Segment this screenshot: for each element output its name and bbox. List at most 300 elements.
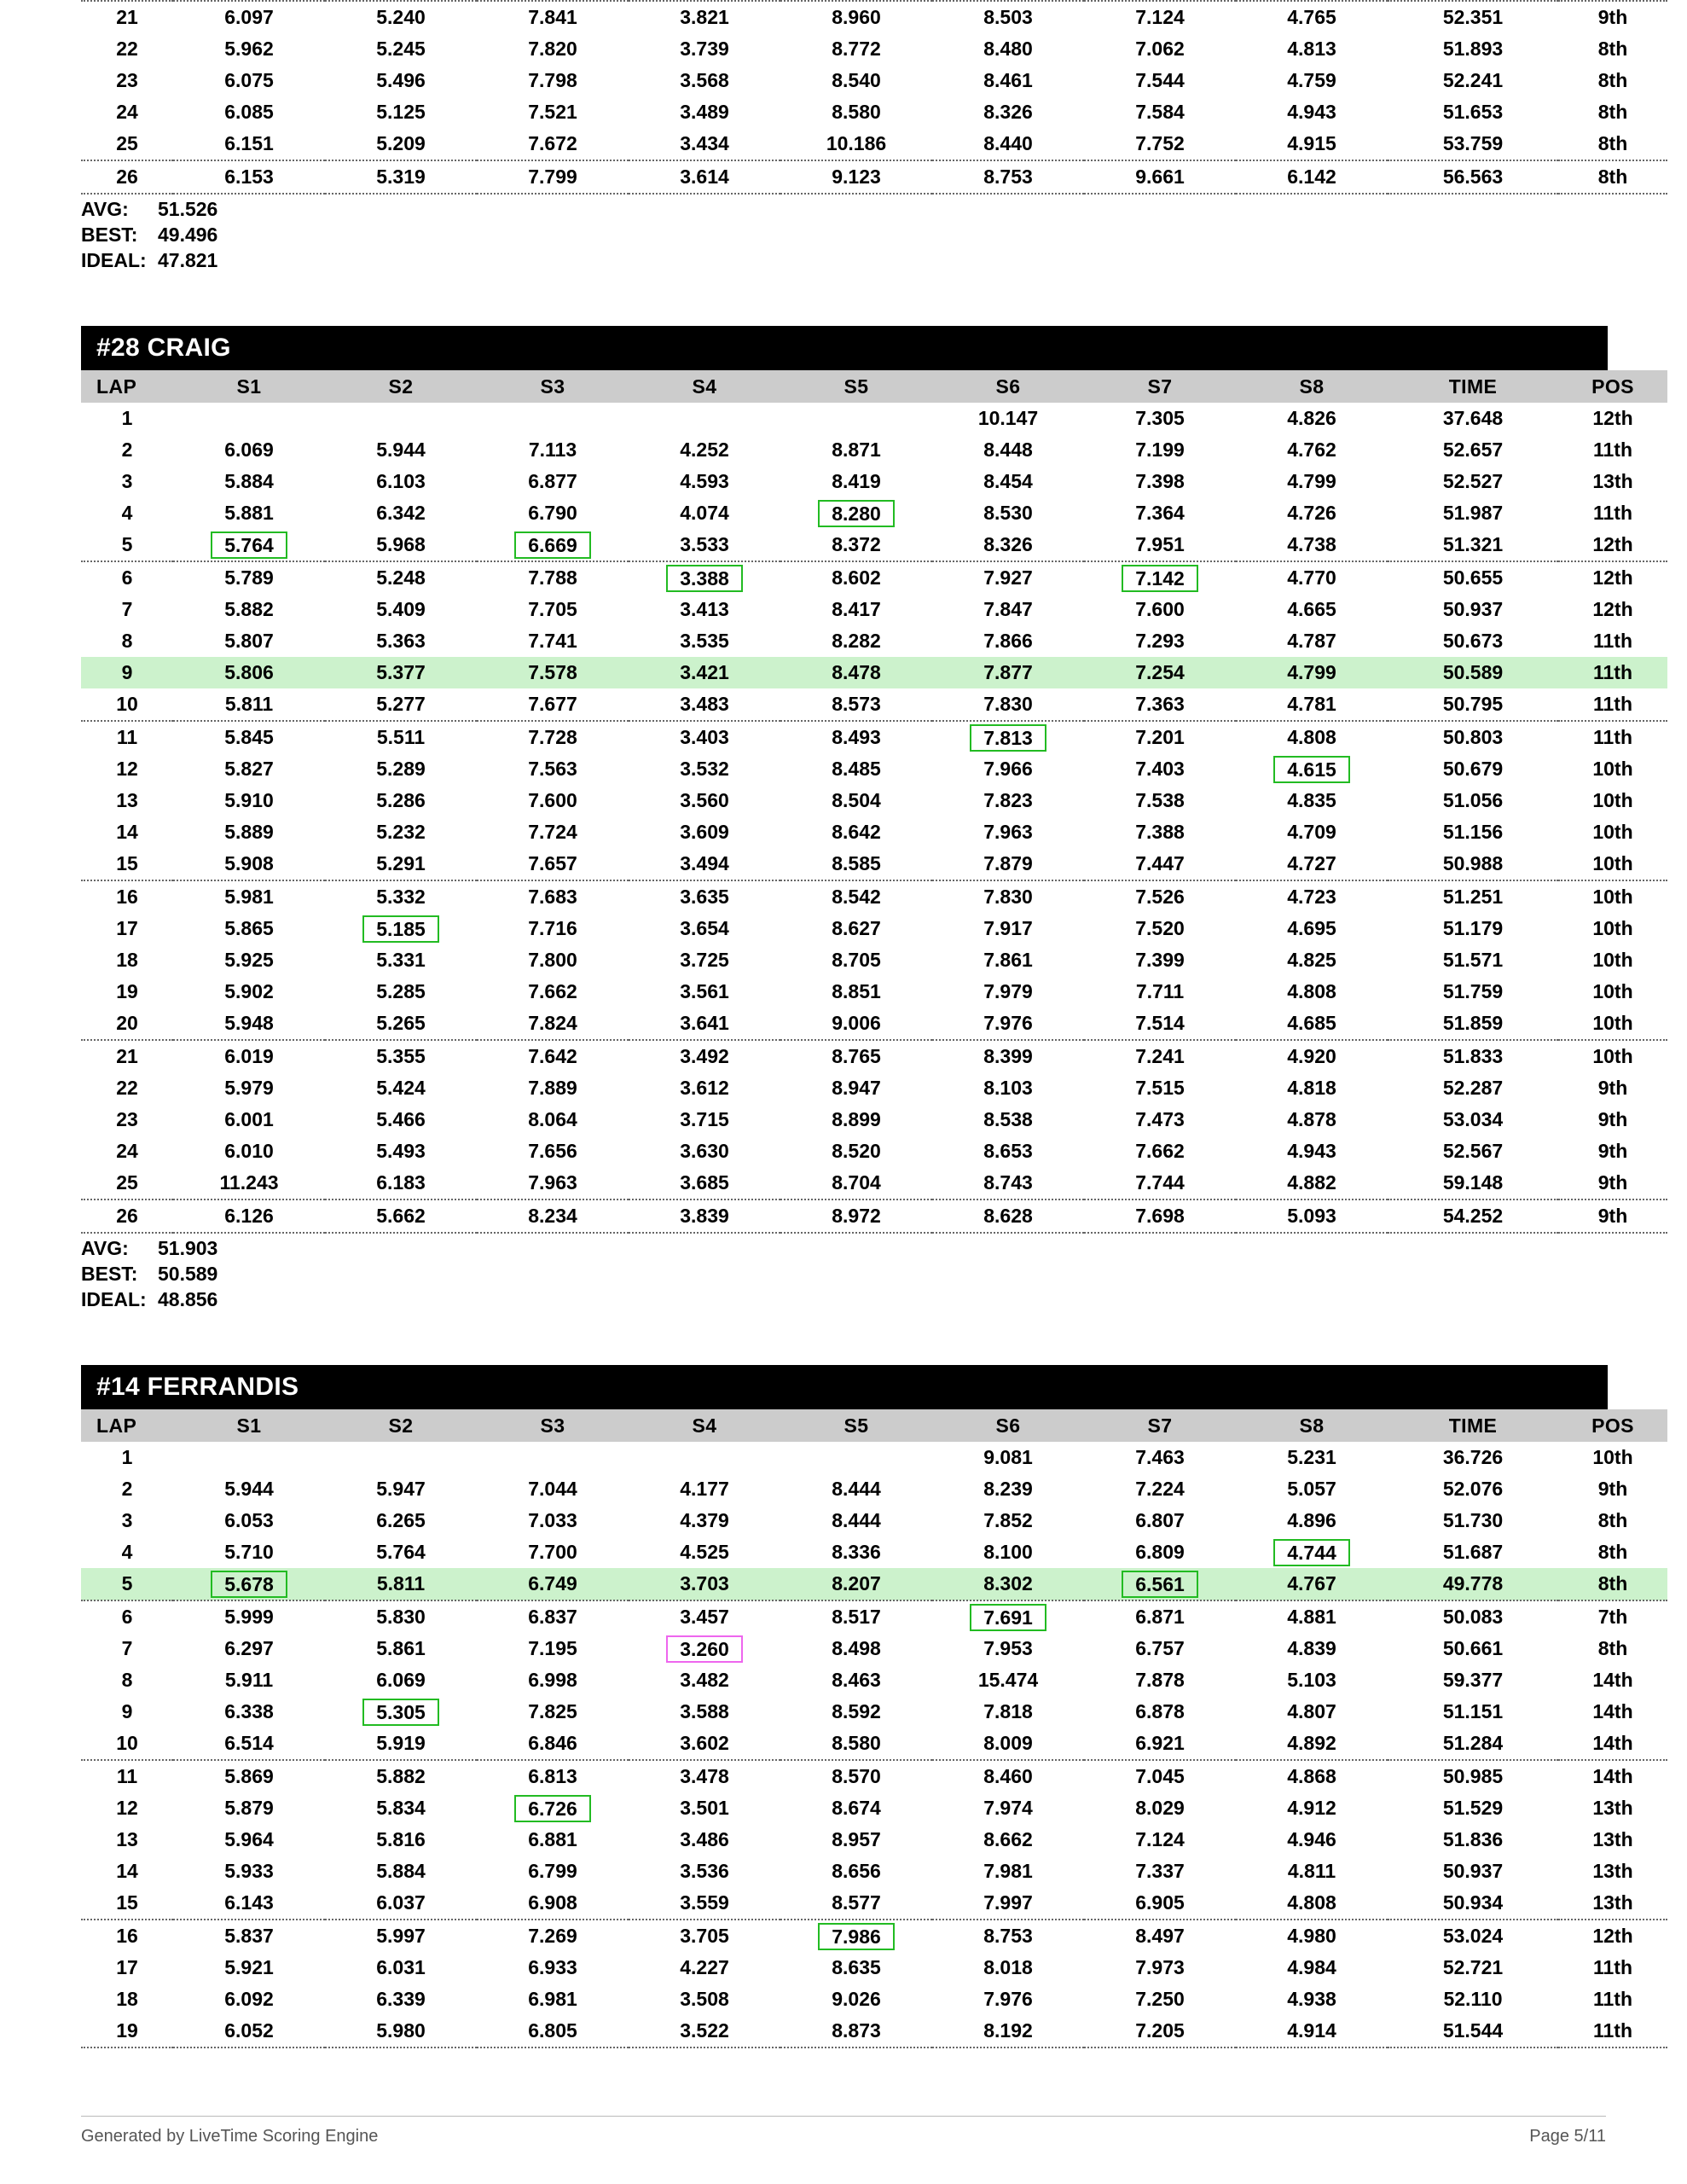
summary-avg-row	[81, 1235, 1606, 1261]
lap-number-cell: 17	[116, 1956, 138, 1978]
sector-s5-cell: 8.705	[832, 949, 881, 971]
sector-s8-cell: 4.762	[1287, 439, 1336, 461]
lap-time-cell: 51.893	[1442, 38, 1504, 60]
lap-time-cell: 52.287	[1442, 1077, 1504, 1099]
sector-s8-cell: 4.808	[1236, 1887, 1388, 1920]
sector-s2-cell: 6.342	[376, 502, 426, 524]
sector-s1-cell: 6.143	[173, 1887, 325, 1920]
position-cell: 9th	[1597, 1140, 1628, 1162]
sector-s5-cell: 8.704	[780, 1167, 932, 1199]
table-row	[81, 1, 1667, 33]
sector-s7-cell: 7.224	[1135, 1478, 1185, 1500]
sector-s7-cell: 8.497	[1135, 1925, 1185, 1947]
column-header-s1: S1	[173, 370, 325, 403]
sector-s2-cell: 5.363	[376, 630, 426, 652]
best-sector-highlight: 6.669	[514, 531, 591, 559]
sector-s5-cell: 9.006	[780, 1008, 932, 1040]
table-row	[81, 913, 1667, 944]
sector-s4-cell: 3.715	[680, 1108, 729, 1130]
lap-number-cell: 20	[81, 1008, 173, 1040]
sector-s1-cell: 5.806	[173, 657, 325, 688]
sector-s5-cell: 8.585	[780, 848, 932, 880]
lap-number-cell: 24	[116, 1140, 138, 1162]
sector-s2-cell: 5.861	[376, 1637, 426, 1659]
sector-s6-cell: 8.743	[932, 1167, 1084, 1199]
lap-number-cell: 14	[116, 821, 138, 843]
column-header-s7: S7	[1084, 370, 1236, 403]
sector-s7-cell: 7.711	[1135, 980, 1185, 1002]
sector-s1-cell: 5.933	[224, 1860, 274, 1882]
sector-s8-cell	[1236, 1536, 1388, 1568]
lap-number-cell: 6	[121, 1606, 133, 1628]
sector-s7-cell: 6.757	[1135, 1637, 1185, 1659]
sector-s6-cell: 7.866	[983, 630, 1033, 652]
sector-s7-cell: 7.473	[1135, 1108, 1185, 1130]
summary-best-label: BEST:	[81, 224, 138, 246]
lap-number-cell: 14	[116, 1860, 138, 1882]
sector-s6-cell: 10.147	[977, 407, 1039, 429]
table-row	[81, 160, 1667, 194]
lap-number-cell: 18	[116, 949, 138, 971]
position-cell: 8th	[1558, 1568, 1667, 1600]
sector-s2-cell: 5.125	[376, 101, 426, 123]
sector-s4-cell: 3.821	[629, 1, 780, 33]
sector-s2-cell: 6.265	[376, 1509, 426, 1531]
sector-s6-cell: 7.966	[983, 758, 1033, 780]
sector-s6-cell: 8.399	[983, 1045, 1033, 1067]
position-cell: 10th	[1592, 1045, 1633, 1067]
sector-s2-cell: 5.816	[376, 1828, 426, 1850]
sector-s4-cell: 3.630	[680, 1140, 729, 1162]
sector-s4-cell: 3.434	[629, 128, 780, 160]
summary-avg-label: AVG:	[81, 1237, 129, 1259]
sector-s7-cell: 7.201	[1135, 726, 1185, 748]
sector-s4-cell: 3.612	[680, 1077, 729, 1099]
sector-s8-cell: 4.767	[1236, 1568, 1388, 1600]
sector-s2-cell: 5.355	[376, 1045, 426, 1067]
position-cell: 10th	[1592, 980, 1633, 1002]
lap-time-cell: 52.657	[1442, 439, 1504, 461]
lap-time-cell: 50.985	[1442, 1765, 1504, 1787]
sector-s1-cell: 6.092	[224, 1988, 274, 2010]
table-row	[81, 1040, 1667, 1072]
sector-s2-cell	[325, 1696, 477, 1728]
sector-s5-cell: 8.635	[832, 1956, 881, 1978]
lap-time-cell: 53.034	[1442, 1108, 1504, 1130]
sector-s7-cell: 6.905	[1084, 1887, 1236, 1920]
sector-s6-cell: 8.530	[983, 502, 1033, 524]
best-sector-highlight: 5.305	[362, 1699, 439, 1726]
table-row	[81, 2015, 1667, 2048]
lap-time-cell: 51.571	[1442, 949, 1504, 971]
sector-s1-cell: 5.881	[224, 502, 274, 524]
table-row	[81, 1199, 1667, 1233]
position-cell: 10th	[1558, 1008, 1667, 1040]
sector-s1-cell: 5.865	[224, 917, 274, 939]
table-row	[81, 1505, 1667, 1536]
sector-s3-cell: 7.195	[528, 1637, 577, 1659]
lap-number-cell: 23	[116, 1108, 138, 1130]
lap-number-cell: 3	[121, 470, 133, 492]
sector-s3-cell: 6.908	[477, 1887, 629, 1920]
lap-number-cell: 1	[121, 407, 133, 429]
sector-s3-cell: 7.963	[477, 1167, 629, 1199]
lap-time-cell: 54.252	[1388, 1199, 1558, 1233]
sector-s7-cell: 7.364	[1135, 502, 1185, 524]
sector-s7-cell: 7.363	[1084, 688, 1236, 721]
sector-s2-cell: 6.069	[376, 1669, 426, 1691]
sector-s5-cell: 8.656	[832, 1860, 881, 1882]
sector-s1-cell	[173, 529, 325, 561]
table-row	[81, 1536, 1667, 1568]
lap-time-cell: 51.251	[1442, 886, 1504, 908]
best-sector-highlight: 7.986	[818, 1923, 895, 1950]
sector-s2-cell: 5.240	[325, 1, 477, 33]
sector-s7-cell: 7.878	[1135, 1669, 1185, 1691]
lap-number-cell: 19	[81, 2015, 173, 2048]
sector-s2-cell: 5.834	[376, 1797, 426, 1819]
sector-s6-cell: 8.653	[983, 1140, 1033, 1162]
sector-s5-cell: 8.498	[832, 1637, 881, 1659]
table-row	[81, 1760, 1667, 1792]
lap-number-cell: 10	[81, 1728, 173, 1760]
summary-ideal-value: 47.821	[158, 249, 218, 271]
lap-time-cell: 51.987	[1442, 502, 1504, 524]
sector-s1-cell: 5.962	[224, 38, 274, 60]
sector-s5-cell: 8.947	[832, 1077, 881, 1099]
sector-s5-cell: 8.493	[832, 726, 881, 748]
sector-s1-cell: 5.908	[173, 848, 325, 880]
sector-s8-cell: 4.980	[1287, 1925, 1336, 1947]
table-row	[81, 1984, 1667, 2015]
column-header-lap: LAP	[81, 1409, 173, 1442]
lap-time-cell: 53.024	[1442, 1925, 1504, 1947]
lap-time-cell: 51.759	[1442, 980, 1504, 1002]
position-cell: 10th	[1592, 758, 1633, 780]
sector-s5-cell: 8.642	[832, 821, 881, 843]
sector-s6-cell: 8.326	[932, 529, 1084, 561]
sector-s4-cell	[629, 1442, 780, 1473]
lap-time-cell: 59.377	[1442, 1669, 1504, 1691]
table-row	[81, 1952, 1667, 1984]
lap-time-cell: 50.673	[1442, 630, 1504, 652]
sector-s5-cell: 9.026	[832, 1988, 881, 2010]
lap-time-cell: 51.687	[1442, 1541, 1504, 1563]
lap-time-cell: 50.661	[1442, 1637, 1504, 1659]
sector-s6-cell: 7.976	[932, 1008, 1084, 1040]
sector-s8-cell: 6.142	[1236, 160, 1388, 194]
sector-s8-cell: 4.759	[1287, 69, 1336, 91]
sector-s8-cell: 4.808	[1287, 980, 1336, 1002]
lap-number-cell: 21	[116, 1045, 138, 1067]
sector-s8-cell: 4.882	[1236, 1167, 1388, 1199]
table-row	[81, 497, 1667, 529]
sector-s1-cell: 6.514	[173, 1728, 325, 1760]
footer-page-number: Page 5/11	[1529, 2127, 1606, 2146]
position-cell: 12th	[1592, 407, 1633, 429]
sector-s8-cell: 4.818	[1287, 1077, 1336, 1099]
sector-s8-cell: 4.896	[1287, 1509, 1336, 1531]
lap-number-cell: 16	[116, 886, 138, 908]
sector-s8-cell: 4.835	[1287, 789, 1336, 811]
sector-s2-cell: 5.332	[376, 886, 426, 908]
best-sector-highlight: 4.744	[1273, 1539, 1350, 1566]
sector-s4-cell: 3.839	[629, 1199, 780, 1233]
sector-s4-cell: 3.478	[680, 1765, 729, 1787]
sector-s5-cell: 8.207	[780, 1568, 932, 1600]
lap-time-cell: 36.726	[1442, 1446, 1504, 1468]
sector-s7-cell: 7.973	[1135, 1956, 1185, 1978]
position-cell: 11th	[1592, 1988, 1633, 2010]
sector-s5-cell: 8.602	[832, 566, 881, 589]
sector-s1-cell: 11.243	[173, 1167, 325, 1199]
sector-s7-cell: 7.205	[1084, 2015, 1236, 2048]
sector-s3-cell: 6.877	[528, 470, 577, 492]
lap-number-cell: 11	[116, 726, 138, 748]
sector-s7-cell: 7.520	[1135, 917, 1185, 939]
sector-s6-cell: 7.981	[983, 1860, 1033, 1882]
sector-s2-cell: 5.980	[325, 2015, 477, 2048]
summary-ideal-row	[81, 247, 1606, 273]
sector-s6-cell: 7.818	[983, 1700, 1033, 1722]
sector-s4-cell: 4.227	[680, 1956, 729, 1978]
sector-s5-cell: 8.765	[832, 1045, 881, 1067]
sector-s8-cell: 4.984	[1287, 1956, 1336, 1978]
sector-s5-cell	[780, 403, 932, 434]
position-cell: 13th	[1592, 1828, 1633, 1850]
sector-s5-cell: 8.372	[780, 529, 932, 561]
sector-s5-cell: 8.592	[832, 1700, 881, 1722]
sector-s8-cell: 4.920	[1287, 1045, 1336, 1067]
table-row	[81, 466, 1667, 497]
column-header-s3: S3	[477, 1409, 629, 1442]
sector-s3-cell: 6.998	[528, 1669, 577, 1691]
sector-s4-cell: 3.536	[680, 1860, 729, 1882]
sector-s2-cell: 5.248	[376, 566, 426, 589]
sector-s5-cell: 8.674	[832, 1797, 881, 1819]
lap-time-cell: 52.076	[1442, 1478, 1504, 1500]
position-cell: 10th	[1558, 848, 1667, 880]
lap-number-cell: 4	[121, 1541, 133, 1563]
sector-s3-cell: 7.677	[477, 688, 629, 721]
lap-time-cell: 51.859	[1388, 1008, 1558, 1040]
sector-s3-cell: 7.716	[528, 917, 577, 939]
sector-s4-cell: 3.609	[680, 821, 729, 843]
summary-best-value: 50.589	[158, 1263, 218, 1285]
lap-time-cell: 50.679	[1442, 758, 1504, 780]
sector-s8-cell: 4.808	[1287, 726, 1336, 748]
table-row	[81, 561, 1667, 594]
sector-s2-cell: 5.997	[376, 1925, 426, 1947]
sector-s8-cell: 4.826	[1287, 407, 1336, 429]
sector-s8-cell: 5.231	[1287, 1446, 1336, 1468]
sector-s3-cell: 6.749	[477, 1568, 629, 1600]
sector-s2-cell: 5.291	[325, 848, 477, 880]
sector-s5-cell: 10.186	[780, 128, 932, 160]
position-cell: 9th	[1597, 1077, 1628, 1099]
sector-s3-cell: 7.700	[528, 1541, 577, 1563]
sector-s8-cell: 4.943	[1287, 101, 1336, 123]
lap-number-cell: 9	[81, 657, 173, 688]
sector-s8-cell: 4.807	[1287, 1700, 1336, 1722]
sector-s2-cell: 5.947	[376, 1478, 426, 1500]
sector-s3-cell: 7.799	[477, 160, 629, 194]
sector-s3-cell: 7.672	[477, 128, 629, 160]
sector-s2-cell: 5.511	[376, 726, 426, 748]
sector-s4-cell: 3.403	[680, 726, 729, 748]
sector-s8-cell: 4.665	[1287, 598, 1336, 620]
lap-time-cell: 50.795	[1388, 688, 1558, 721]
table-row	[81, 688, 1667, 721]
sector-s7-cell: 7.399	[1135, 949, 1185, 971]
personal-best-sector-highlight: 3.260	[666, 1635, 743, 1663]
summary-avg-value: 51.526	[158, 198, 218, 220]
sector-s5-cell: 8.520	[832, 1140, 881, 1162]
table-row	[81, 880, 1667, 913]
column-header-s7: S7	[1084, 1409, 1236, 1442]
sector-s3-cell: 7.800	[528, 949, 577, 971]
sector-s4-cell: 3.486	[680, 1828, 729, 1850]
sector-s1-cell	[173, 1442, 325, 1473]
sector-s3-cell: 7.656	[528, 1140, 577, 1162]
sector-s2-cell: 6.031	[376, 1956, 426, 1978]
sector-s1-cell: 5.789	[224, 566, 274, 589]
sector-s1-cell: 5.925	[224, 949, 274, 971]
driver-summary	[81, 1235, 1606, 1312]
sector-s6-cell: 8.460	[983, 1765, 1033, 1787]
lap-number-cell: 22	[116, 1077, 138, 1099]
sector-s4-cell: 3.559	[629, 1887, 780, 1920]
sector-s3-cell: 7.113	[528, 439, 577, 461]
sector-s1-cell: 5.944	[224, 1478, 274, 1500]
lap-time-cell: 37.648	[1442, 407, 1504, 429]
position-cell: 13th	[1558, 1887, 1667, 1920]
lap-time-cell: 50.937	[1442, 598, 1504, 620]
lap-time-cell: 50.937	[1442, 1860, 1504, 1882]
sector-s3-cell: 7.728	[528, 726, 577, 748]
sector-s2-cell: 5.209	[325, 128, 477, 160]
sector-s4-cell: 3.535	[680, 630, 729, 652]
driver-lap-table	[81, 370, 1667, 1234]
sector-s7-cell: 7.388	[1135, 821, 1185, 843]
sector-s7-cell: 9.661	[1084, 160, 1236, 194]
position-cell: 9th	[1597, 1108, 1628, 1130]
lap-time-cell: 51.179	[1442, 917, 1504, 939]
sector-s5-cell: 8.957	[832, 1828, 881, 1850]
sector-s7-cell: 7.337	[1135, 1860, 1185, 1882]
table-row	[81, 1633, 1667, 1664]
sector-s3-cell: 7.788	[528, 566, 577, 589]
sector-s1-cell	[173, 403, 325, 434]
sector-s2-cell: 6.103	[376, 470, 426, 492]
sector-s1-cell: 5.911	[224, 1669, 274, 1691]
sector-s4-cell: 4.252	[680, 439, 729, 461]
table-row	[81, 1072, 1667, 1104]
best-sector-highlight: 5.185	[362, 915, 439, 943]
position-cell: 14th	[1592, 1765, 1633, 1787]
lap-time-cell: 51.836	[1442, 1828, 1504, 1850]
lap-number-cell: 7	[121, 1637, 133, 1659]
sector-s6-cell: 8.018	[983, 1956, 1033, 1978]
lap-number-cell: 13	[116, 1828, 138, 1850]
sector-s2-cell: 5.884	[376, 1860, 426, 1882]
position-cell: 12th	[1558, 529, 1667, 561]
sector-s5-cell: 8.580	[832, 101, 881, 123]
sector-s1-cell: 5.710	[224, 1541, 274, 1563]
summary-ideal-value: 48.856	[158, 1288, 218, 1310]
sector-s2-cell: 6.339	[376, 1988, 426, 2010]
sector-s1-cell: 5.882	[224, 598, 274, 620]
position-cell: 10th	[1592, 886, 1633, 908]
sector-s3-cell: 7.269	[528, 1925, 577, 1947]
sector-s8-cell: 4.839	[1287, 1637, 1336, 1659]
position-cell: 11th	[1592, 1956, 1633, 1978]
table-row	[81, 434, 1667, 466]
sector-s7-cell: 6.871	[1135, 1606, 1185, 1628]
sector-s7-cell: 7.463	[1135, 1446, 1185, 1468]
sector-s8-cell: 5.093	[1236, 1199, 1388, 1233]
sector-s3-cell: 7.662	[528, 980, 577, 1002]
sector-s1-cell: 5.889	[224, 821, 274, 843]
sector-s1-cell: 5.981	[224, 886, 274, 908]
position-cell: 11th	[1592, 439, 1633, 461]
sector-s5-cell: 8.871	[832, 439, 881, 461]
sector-s7-cell: 7.293	[1135, 630, 1185, 652]
summary-avg-label: AVG:	[81, 198, 129, 220]
lap-number-cell: 15	[81, 848, 173, 880]
lap-number-cell: 15	[81, 1887, 173, 1920]
sector-s2-cell: 5.409	[376, 598, 426, 620]
sector-s6-cell	[932, 1600, 1084, 1633]
sector-s7-cell: 7.544	[1135, 69, 1185, 91]
table-row	[81, 944, 1667, 976]
sector-s2-cell: 5.289	[376, 758, 426, 780]
sector-s1-cell: 5.910	[224, 789, 274, 811]
sector-s1-cell: 5.902	[224, 980, 274, 1002]
table-row	[81, 848, 1667, 880]
lap-number-cell: 17	[116, 917, 138, 939]
sector-s2-cell: 5.830	[376, 1606, 426, 1628]
table-row	[81, 1792, 1667, 1824]
sector-s1-cell: 5.979	[224, 1077, 274, 1099]
sector-s4-cell: 4.525	[680, 1541, 729, 1563]
summary-best-row	[81, 222, 1606, 247]
lap-time-cell: 52.110	[1443, 1988, 1503, 2010]
sector-s4-cell: 3.489	[680, 101, 729, 123]
sector-s5-cell: 8.282	[832, 630, 881, 652]
table-row	[81, 1104, 1667, 1136]
lap-number-cell: 7	[121, 598, 133, 620]
driver-title: #14 FERRANDIS	[81, 1365, 1608, 1409]
sector-s4-cell: 3.725	[680, 949, 729, 971]
column-header-s2: S2	[325, 1409, 477, 1442]
lap-time-cell: 49.778	[1388, 1568, 1558, 1600]
sector-s6-cell: 7.974	[983, 1797, 1033, 1819]
lap-number-cell: 24	[116, 101, 138, 123]
table-row	[81, 976, 1667, 1008]
sector-s1-cell: 6.085	[224, 101, 274, 123]
sector-s8-cell: 4.726	[1287, 502, 1336, 524]
sector-s3-cell: 6.981	[528, 1988, 577, 2010]
sector-s1-cell: 5.807	[224, 630, 274, 652]
column-header-s6: S6	[932, 370, 1084, 403]
sector-s2-cell: 5.319	[325, 160, 477, 194]
column-header-s4: S4	[629, 1409, 780, 1442]
sector-s6-cell: 8.480	[983, 38, 1033, 60]
lap-number-cell: 19	[116, 980, 138, 1002]
position-cell: 7th	[1597, 1606, 1628, 1628]
sector-s8-cell: 4.912	[1287, 1797, 1336, 1819]
